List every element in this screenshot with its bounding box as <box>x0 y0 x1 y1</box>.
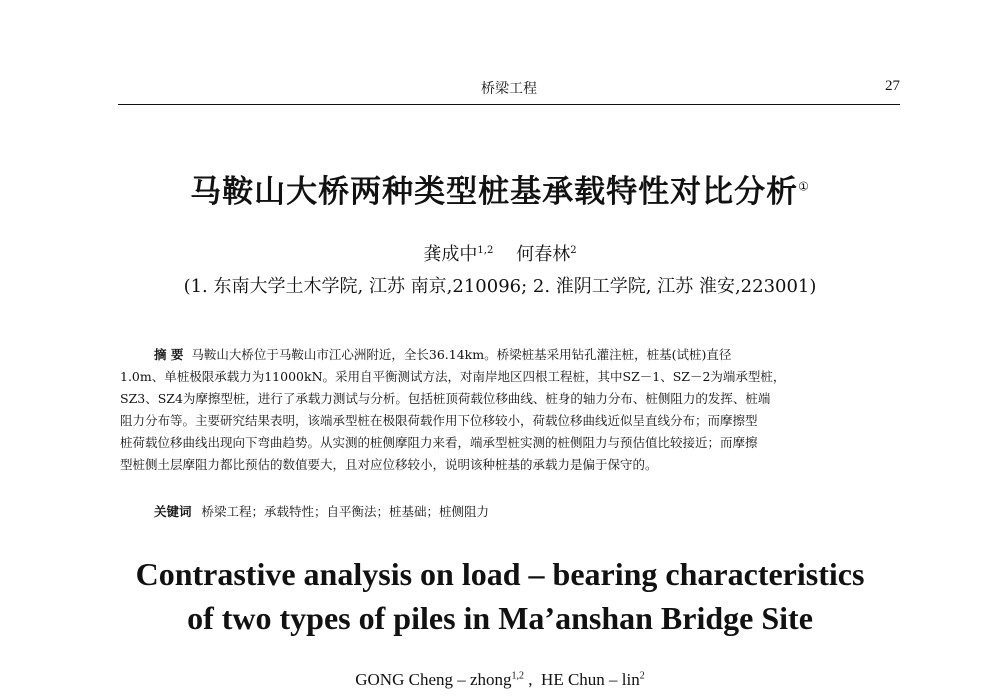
abstract <box>120 344 900 476</box>
chinese-title-text: 马鞍山大桥两种类型桩基承载特性对比分析 <box>190 174 799 210</box>
abstract-line-4: 阻力分布等。主要研究结果表明，该端承型桩在极限荷载作用下位移较小，荷载位移曲线近似呈直线分布；而摩擦型 <box>120 413 758 428</box>
english-title <box>0 552 1000 640</box>
author-separator: , <box>524 670 542 689</box>
page-number: 27 <box>885 78 900 94</box>
abstract-text: 马鞍山大桥位于马鞍山市江心洲附近，全长36.14km。桥梁桩基采用钻孔灌注桩，桩基(试桩)直径 <box>191 347 732 362</box>
abstract-line-5: 桩荷载位移曲线出现向下弯曲趋势。从实测的桩侧摩阻力来看，端承型桩实测的桩侧阻力与预估值比较接近；而摩擦 <box>120 435 758 450</box>
author-2-affil-en: 2 <box>639 670 645 682</box>
author-2-cn: 何春林 <box>516 244 571 265</box>
author-1-cn: 龚成中 <box>423 244 478 265</box>
abstract-line-6: 型桩侧土层摩阻力都比预估的数值要大，且对应位移较小，说明该种桩基的承载力是偏于保守的。 <box>120 457 658 472</box>
keywords <box>154 502 489 520</box>
abstract-label: 摘 要 <box>154 347 184 362</box>
english-title-line-1: Contrastive analysis on load – bearing characteristics <box>135 556 865 592</box>
chinese-authors <box>0 240 1000 266</box>
chinese-title <box>0 166 1000 211</box>
author-2-affil-cn: 2 <box>570 245 577 256</box>
author-2-en: HE Chun – lin <box>541 670 640 689</box>
abstract-line-1 <box>120 344 900 366</box>
header-rule <box>118 104 900 105</box>
running-header <box>118 78 900 100</box>
journal-section-name: 桥梁工程 <box>481 81 537 97</box>
author-1-affil-cn: 1,2 <box>477 245 494 256</box>
author-1-en: GONG Cheng – zhong <box>355 670 512 689</box>
english-title-line-2: of two types of piles in Ma’anshan Bridge Site <box>187 600 813 636</box>
chinese-affiliation: (1. 东南大学土木学院, 江苏 南京,210096; 2. 淮阴工学院, 江苏 淮安,223001) <box>183 276 817 297</box>
abstract-line-2: 1.0m、单桩极限承载力为11000kN。采用自平衡测试方法，对南岸地区四根工程桩，其中SZ－1、SZ－2为端承型桩， <box>120 369 786 384</box>
keywords-label: 关键词 <box>154 504 192 519</box>
abstract-line-3: SZ3、SZ4为摩擦型桩，进行了承载力测试与分析。包括桩顶荷载位移曲线、桩身的轴力分布、桩侧阻力的发挥、桩端 <box>120 391 771 406</box>
keywords-text: 桥梁工程；承载特性；自平衡法；桩基础；桩侧阻力 <box>201 504 490 519</box>
english-authors <box>0 670 1000 690</box>
author-1-affil-en: 1,2 <box>511 670 525 682</box>
title-footnote-mark: ① <box>798 179 810 194</box>
